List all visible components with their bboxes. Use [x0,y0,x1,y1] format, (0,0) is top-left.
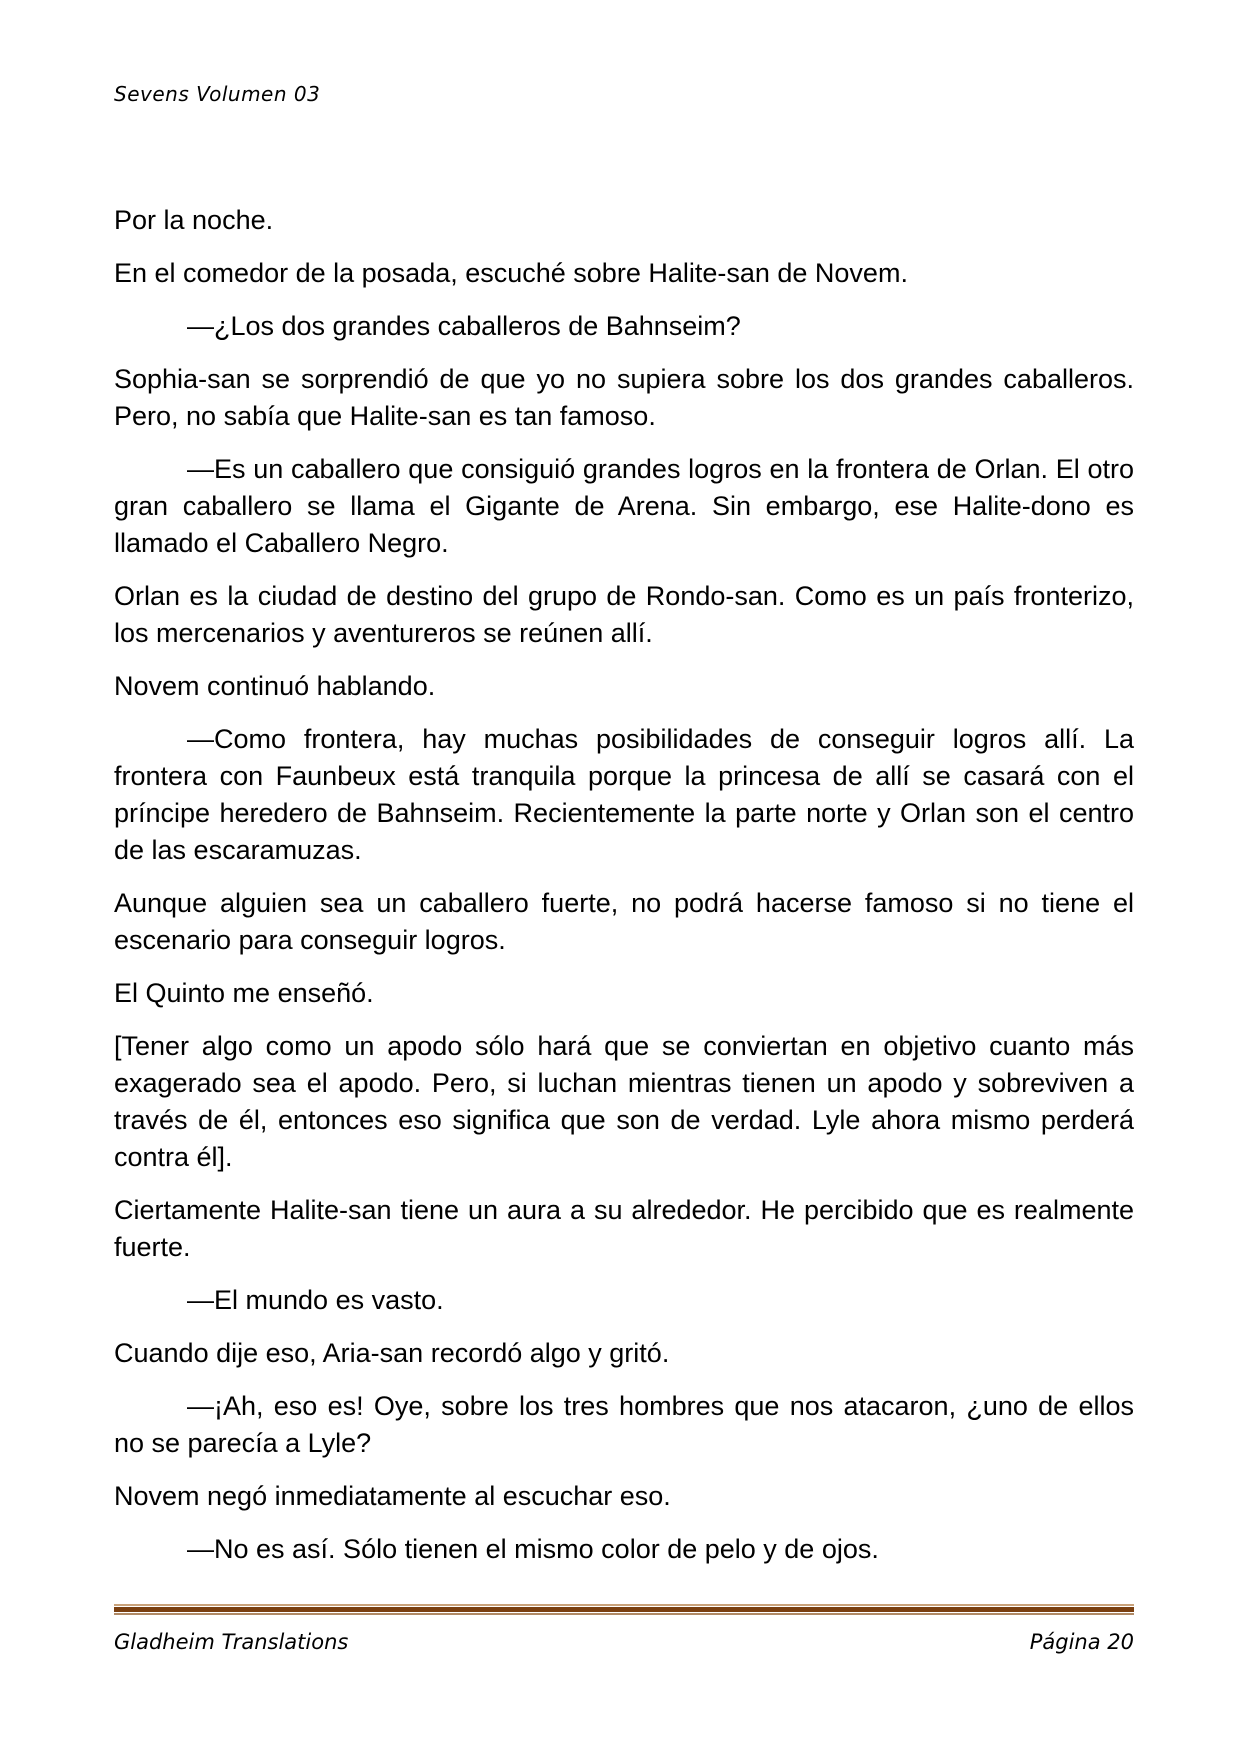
paragraph: Por la noche. [114,205,274,235]
dialogue-paragraph: —Como frontera, hay muchas posibilidades de conseguir logros allí. La frontera con Faunbeux está tranquila porque la princesa de allí se casará con el príncipe heredero de Bahnseim. Recientemente la parte norte y Orlan son el centro de las escaramuzas. [114,724,1134,865]
page-body [114,202,1134,1584]
paragraph: Orlan es la ciudad de destino del grupo de Rondo-san. Como es un país fronterizo, los mercenarios y aventureros se reúnen allí. [114,581,1134,648]
paragraph: Cuando dije eso, Aria-san recordó algo y gritó. [114,1338,670,1368]
paragraph: Ciertamente Halite-san tiene un aura a su alrededor. He percibido que es realmente fuerte. [114,1195,1134,1262]
paragraph: Aunque alguien sea un caballero fuerte, no podrá hacerse famoso si no tiene el escenario para conseguir logros. [114,888,1134,955]
dialogue-paragraph: —Es un caballero que consiguió grandes logros en la frontera de Orlan. El otro gran caballero se llama el Gigante de Arena. Sin embargo, ese Halite-dono es llamado el Caballero Negro. [114,454,1134,558]
paragraph: Sophia-san se sorprendió de que yo no supiera sobre los dos grandes caballeros. Pero, no sabía que Halite-san es tan famoso. [114,364,1134,431]
paragraph: Novem negó inmediatamente al escuchar eso. [114,1481,671,1511]
paragraph: [Tener algo como un apodo sólo hará que se conviertan en objetivo cuanto más exagerado sea el apodo. Pero, si luchan mientras tienen un apodo y sobreviven a través de él, entonces eso significa que son de verdad. Lyle ahora mismo perderá contra él]. [114,1031,1134,1172]
dialogue-paragraph: —El mundo es vasto. [187,1285,444,1315]
dialogue-paragraph: —No es así. Sólo tienen el mismo color de pelo y de ojos. [187,1534,879,1564]
dialogue-paragraph: —¡Ah, eso es! Oye, sobre los tres hombres que nos atacaron, ¿uno de ellos no se parecía a Lyle? [114,1391,1134,1458]
page-number: Página 20 [1029,1630,1134,1654]
paragraph: El Quinto me enseñó. [114,978,374,1008]
paragraph: Novem continuó hablando. [114,671,436,701]
dialogue-paragraph: —¿Los dos grandes caballeros de Bahnseim? [187,311,741,341]
paragraph: En el comedor de la posada, escuché sobre Halite-san de Novem. [114,258,908,288]
footer-publisher: Gladheim Translations [114,1630,349,1654]
running-header: Sevens Volumen 03 [114,82,321,106]
footer-divider [114,1604,1134,1615]
